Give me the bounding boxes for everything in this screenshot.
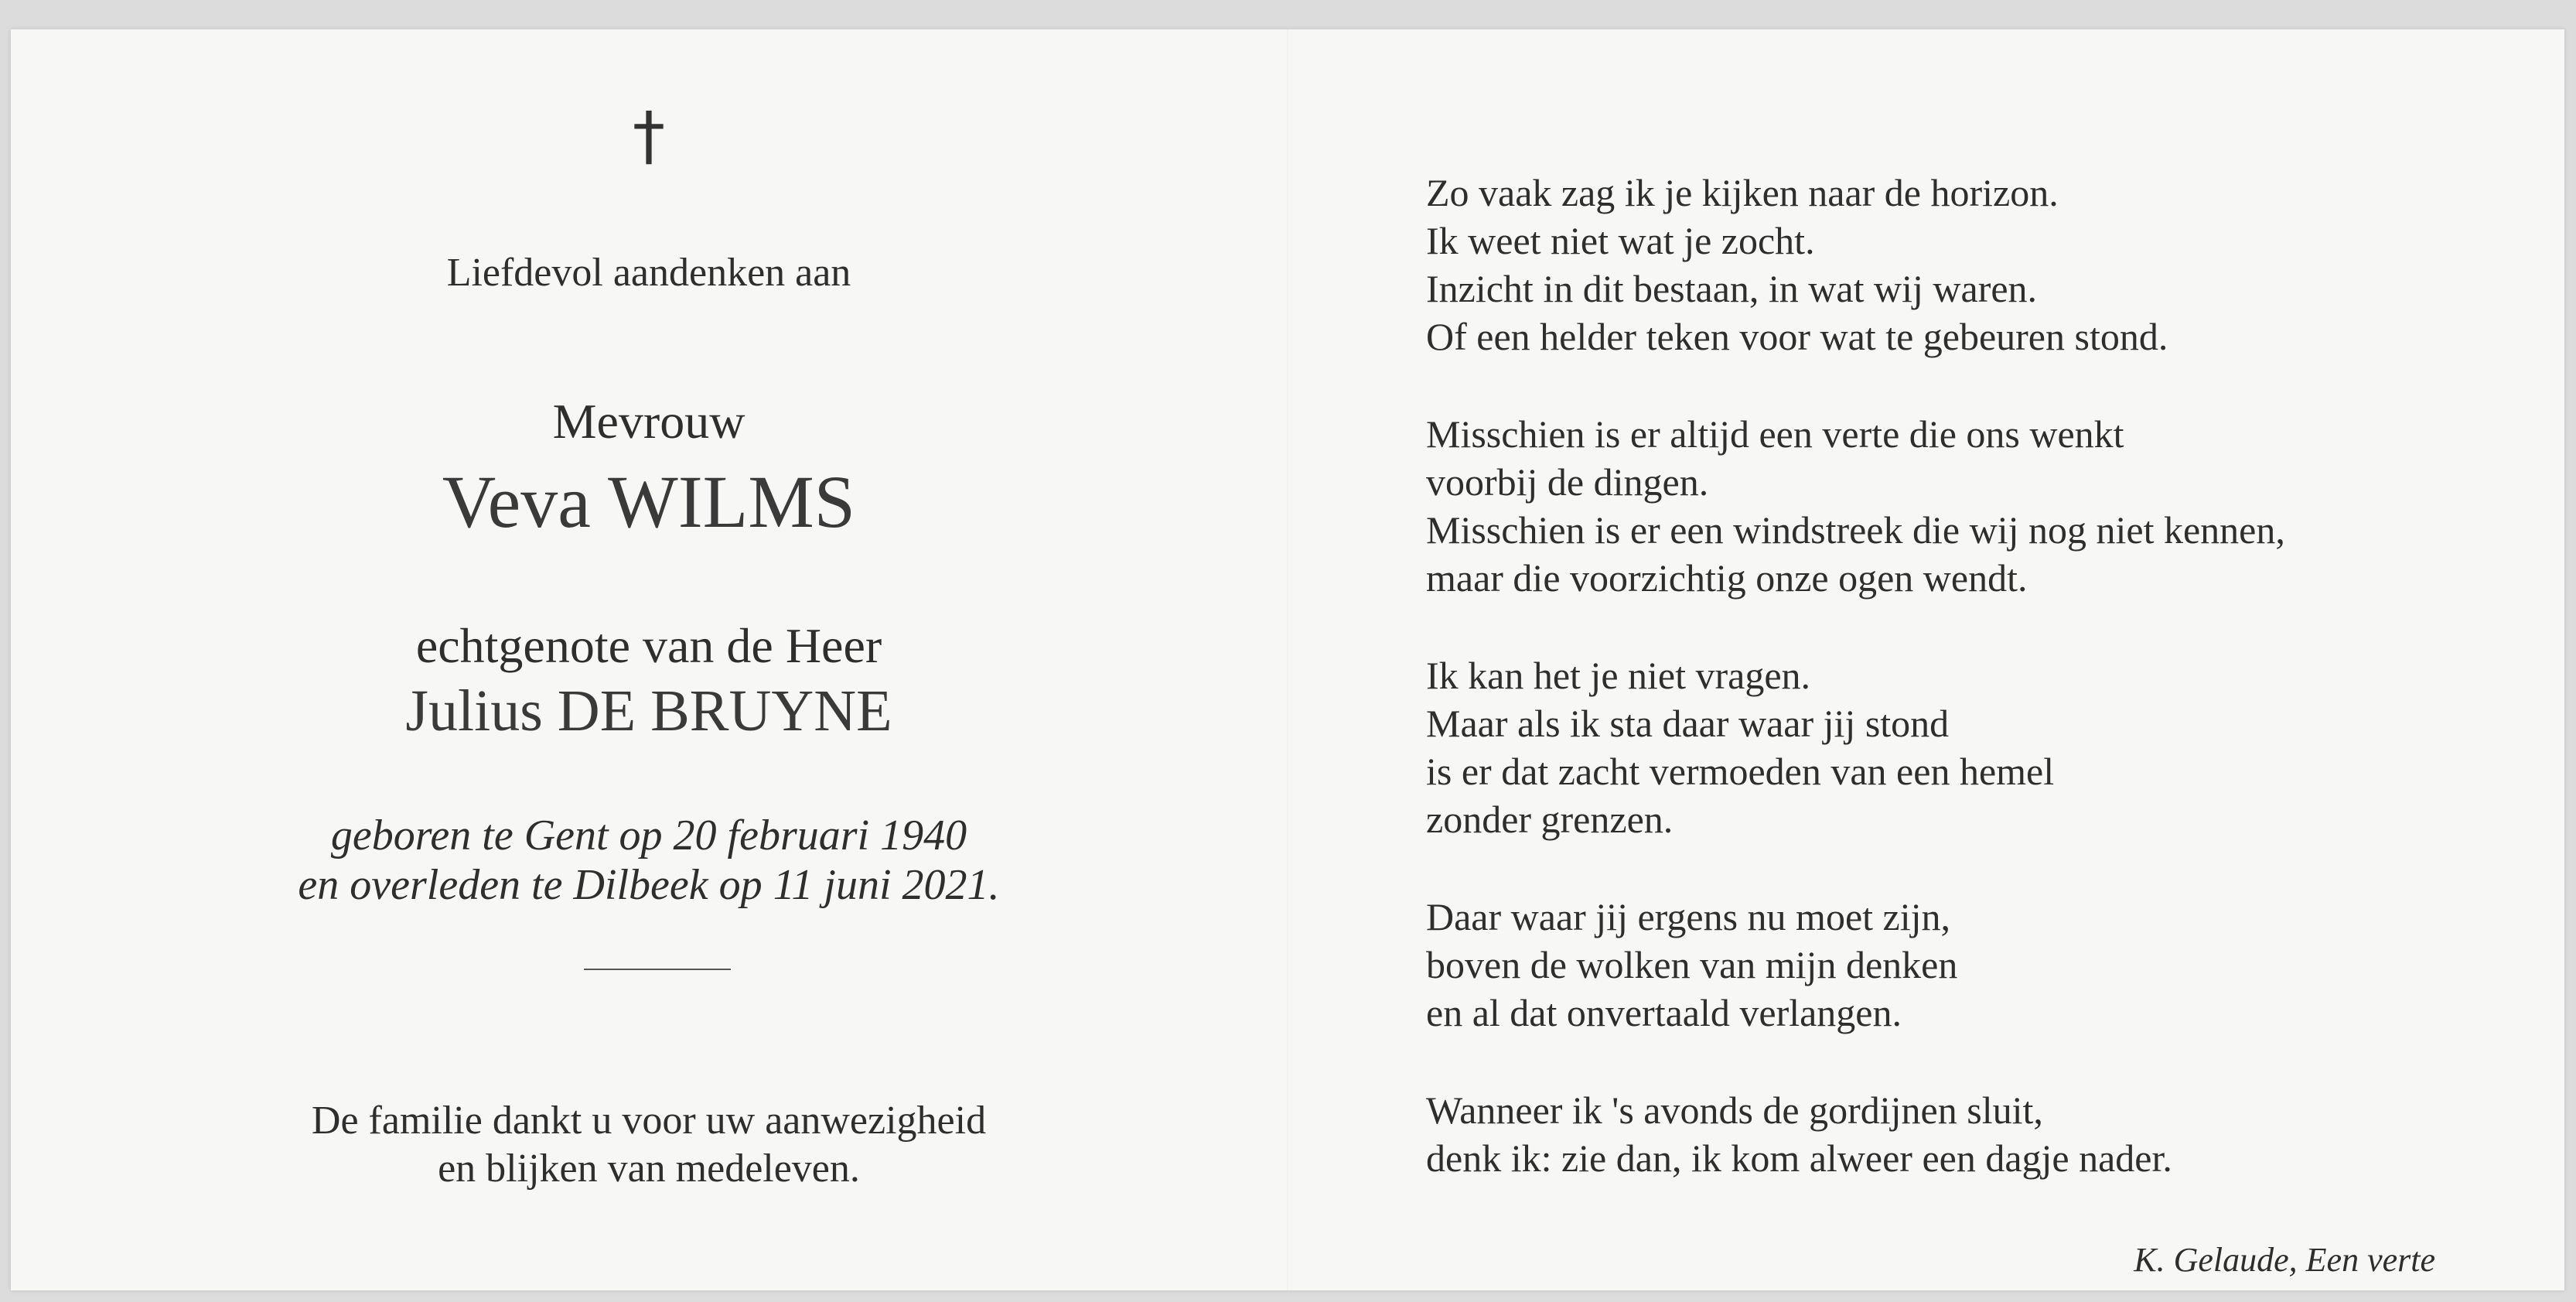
poem-attribution: K. Gelaude, Een verte: [2134, 1241, 2435, 1279]
poem-line: Wanneer ik 's avonds de gordijnen sluit,: [1426, 1088, 2043, 1132]
thanks-text: [11, 1097, 1287, 1193]
life-dates: [11, 811, 1287, 910]
poem-line: Misschien is er altijd een verte die ons wenkt: [1426, 412, 2124, 456]
poem-stanza: [1426, 1086, 2555, 1182]
poem-line: zonder grenzen.: [1426, 798, 1674, 841]
poem-line: denk ik: zie dan, ik kom alweer een dagje nader.: [1426, 1136, 2172, 1180]
death-line: en overleden te Dilbeek op 11 juni 2021.: [298, 861, 1000, 909]
poem-line: en al dat onvertaald verlangen.: [1426, 991, 1902, 1034]
thanks-line-2: en blijken van medeleven.: [438, 1147, 860, 1191]
dedication-text: Liefdevol aandenken aan: [446, 251, 851, 295]
card-fold-line: [1287, 29, 1288, 1290]
spouse-name: Julius DE BRUYNE: [405, 678, 892, 743]
poem-line: maar die voorzichtig onze ogen wendt.: [1426, 556, 2028, 600]
divider-line: [584, 969, 731, 970]
poem-line: Misschien is er een windstreek die wij nog niet kennen,: [1426, 508, 2285, 552]
thanks-line-1: De familie dankt u voor uw aanwezigheid: [311, 1099, 987, 1143]
poem-line: boven de wolken van mijn denken: [1426, 943, 1958, 986]
poem-stanza: [1426, 893, 2555, 1037]
poem-stanza: [1426, 169, 2555, 361]
poem-line: Maar als ik sta daar waar jij stond: [1426, 702, 1950, 745]
poem-line: Of een helder teken voor wat te gebeuren stond.: [1426, 315, 2168, 358]
poem-line: Ik weet niet wat je zocht.: [1426, 219, 1815, 262]
title-prefix: Mevrouw: [552, 394, 746, 449]
poem-line: Ik kan het je niet vragen.: [1426, 654, 1811, 697]
poem-stanza: [1426, 410, 2555, 602]
deceased-name: Veva WILMS: [442, 460, 856, 543]
memorial-card: [11, 29, 2564, 1290]
cross-icon: †: [633, 97, 665, 173]
left-panel: [11, 29, 1287, 1290]
poem-line: voorbij de dingen.: [1426, 460, 1709, 504]
birth-line: geboren te Gent op 20 februari 1940: [330, 812, 967, 859]
poem-line: is er dat zacht vermoeden van een hemel: [1426, 750, 2055, 793]
poem: [1426, 169, 2555, 1232]
poem-stanza: [1426, 651, 2555, 843]
poem-line: Inzicht in dit bestaan, in wat wij waren.: [1426, 267, 2038, 310]
poem-line: Daar waar jij ergens nu moet zijn,: [1426, 895, 1951, 938]
poem-line: Zo vaak zag ik je kijken naar de horizon.: [1426, 171, 2059, 214]
spouse-intro: echtgenote van de Heer: [415, 618, 882, 673]
